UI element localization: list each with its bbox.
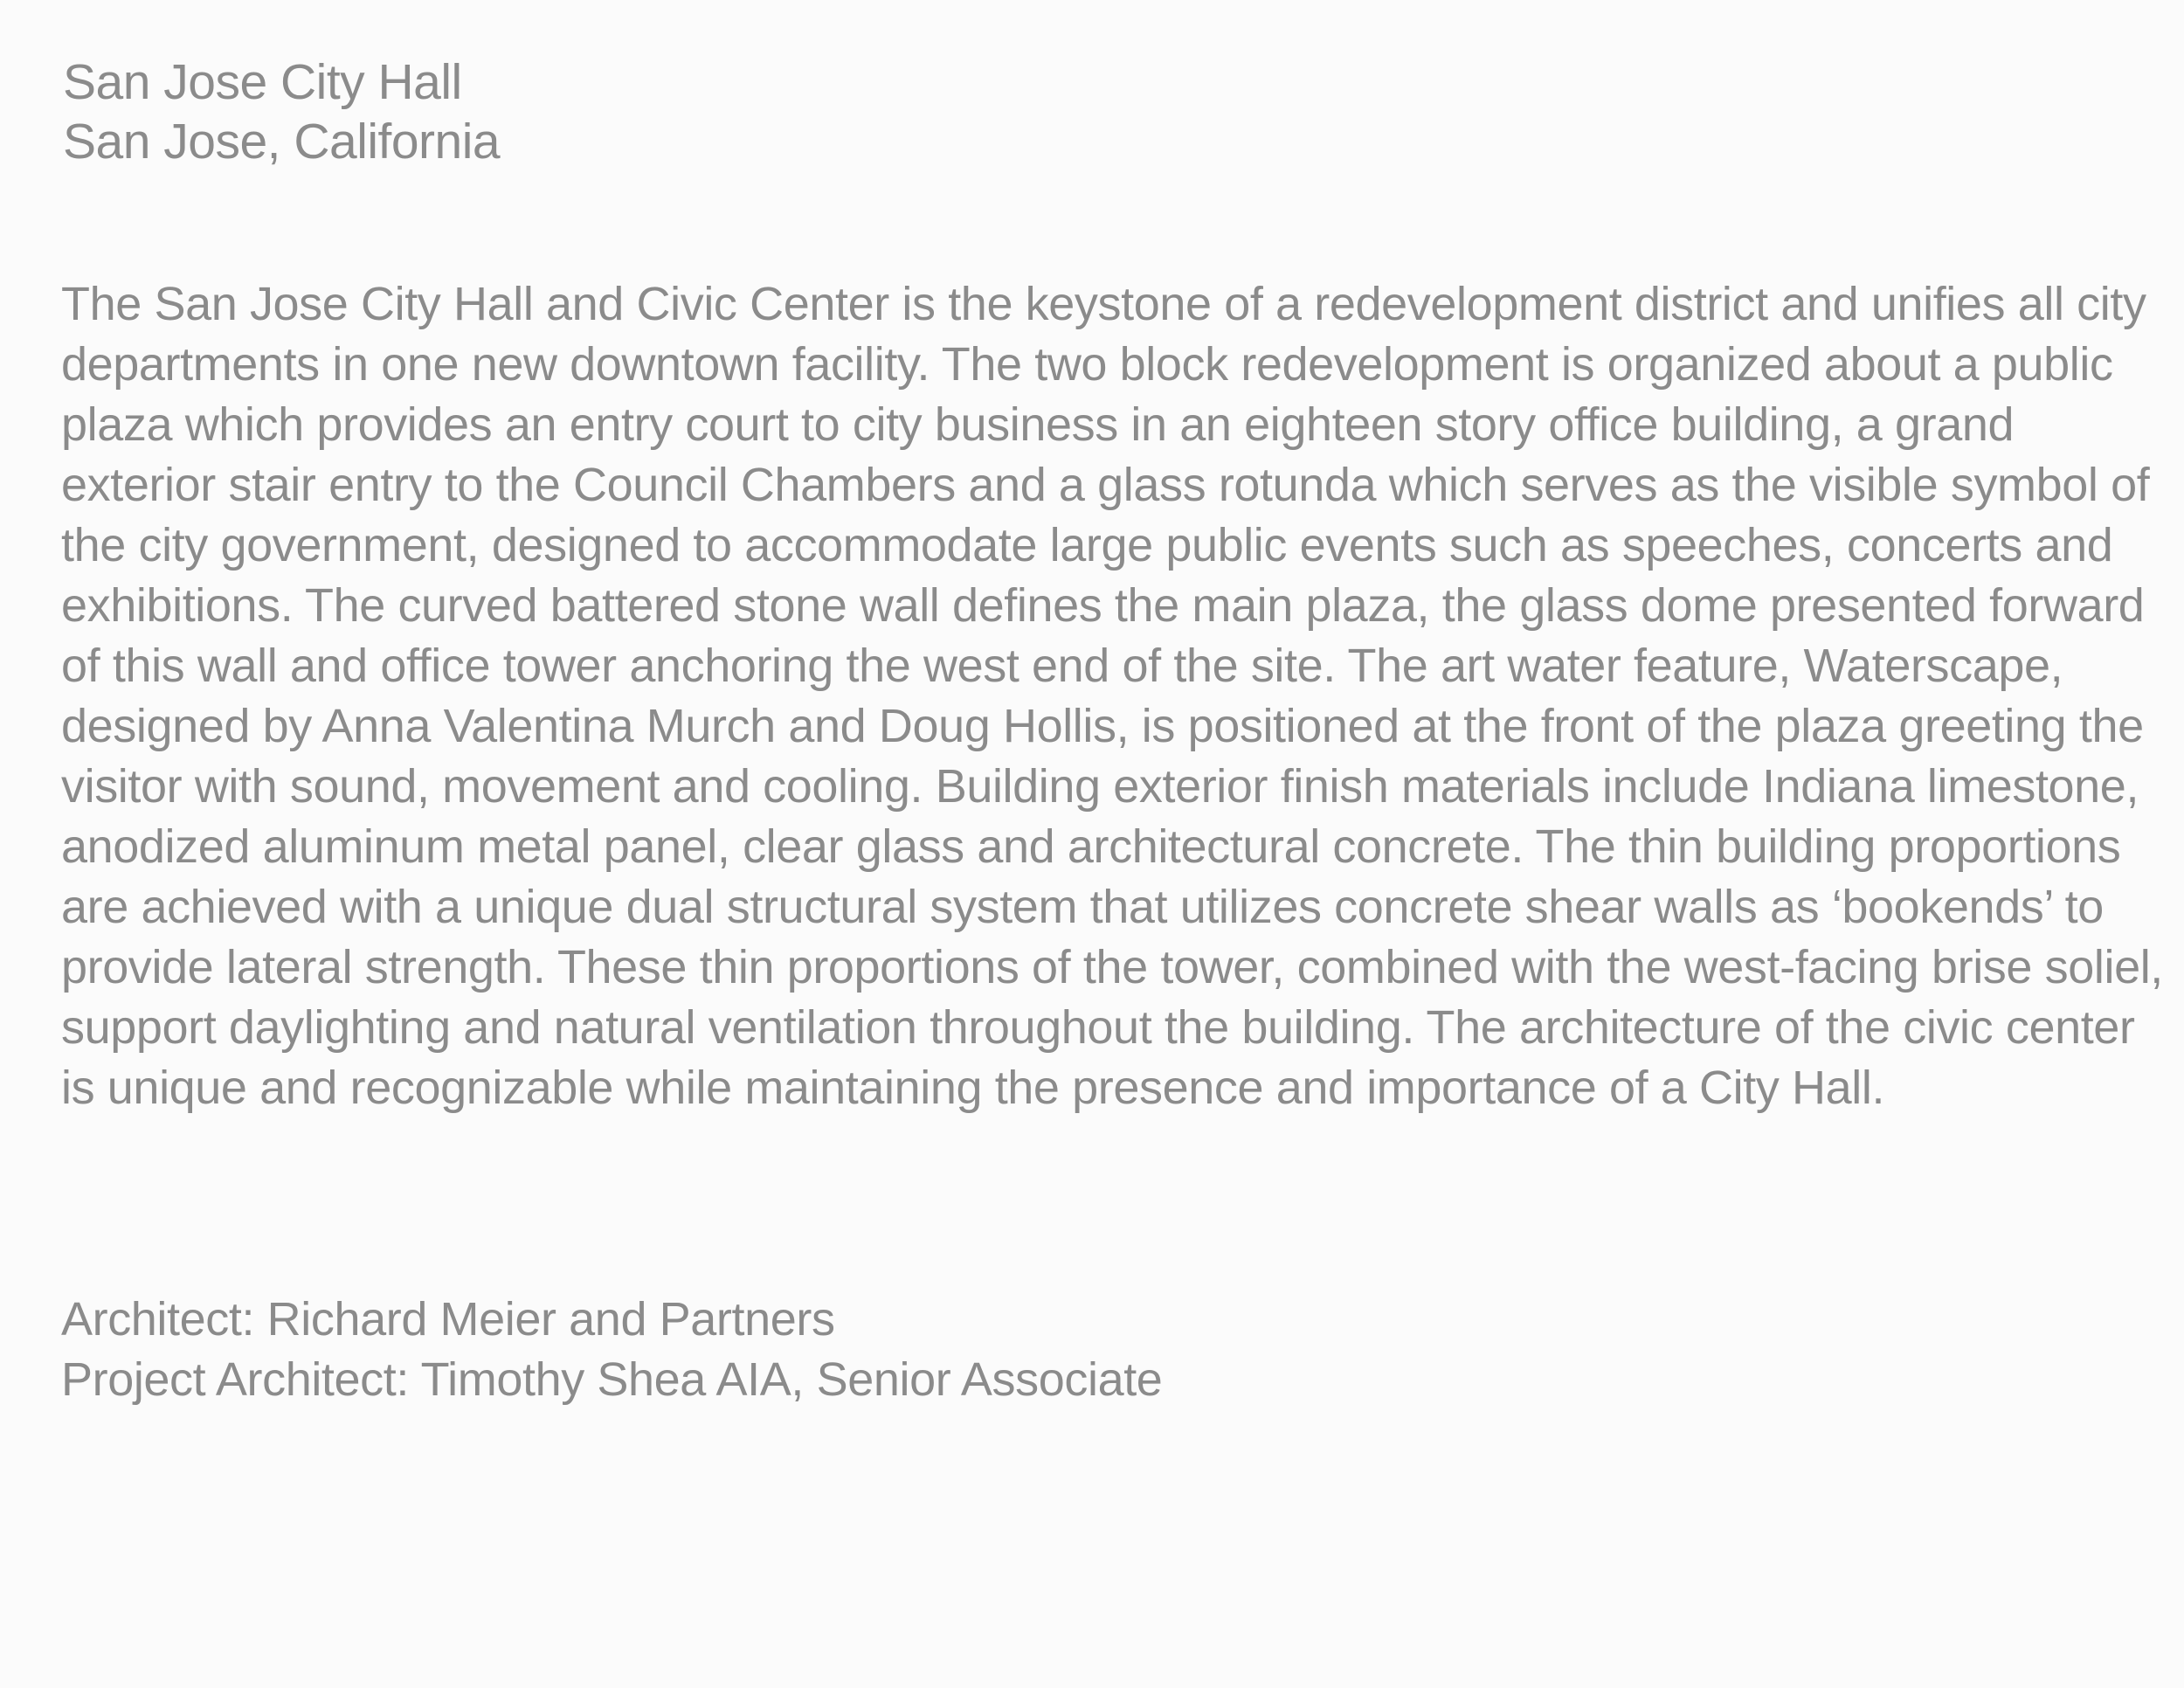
project-header xyxy=(63,52,1286,171)
project-description: The San Jose City Hall and Civic Center is the keystone of a redevelopment district and unifies all city departments in one new downtown facility. The two block redevelopment is organized about a public plaza which provides an entry court to city business in an eighteen story office building, a grand exterior stair entry to the Council Chambers and a glass rotunda which serves as the visible symbol of the city government, designed to accommodate large public events such as speeches, concerts and exhibitions. The curved battered stone wall defines the main plaza, the glass dome presented forward of this wall and office tower anchoring the west end of the site. The art water feature, Waterscape, designed by Anna Valentina Murch and Doug Hollis, is positioned at the front of the plaza greeting the visitor with sound, movement and cooling. Building exterior finish materials include Indiana limestone, anodized aluminum metal panel, clear glass and architectural concrete. The thin building proportions are achieved with a unique dual structural system that utilizes concrete shear walls as ‘bookends’ to provide lateral strength. These thin proportions of the tower, combined with the west-facing brise soliel, support daylighting and natural ventilation throughout the building. The architecture of the civic center is unique and recognizable while maintaining the presence and importance of a City Hall. xyxy=(61,278,2163,1114)
project-credits xyxy=(61,1290,1546,1410)
project-location: San Jose, California xyxy=(63,114,501,169)
architect-credit: Architect: Richard Meier and Partners xyxy=(61,1293,835,1346)
project-architect-credit: Project Architect: Timothy Shea AIA, Senior Associate xyxy=(61,1353,1163,1406)
project-title: San Jose City Hall xyxy=(63,54,462,110)
